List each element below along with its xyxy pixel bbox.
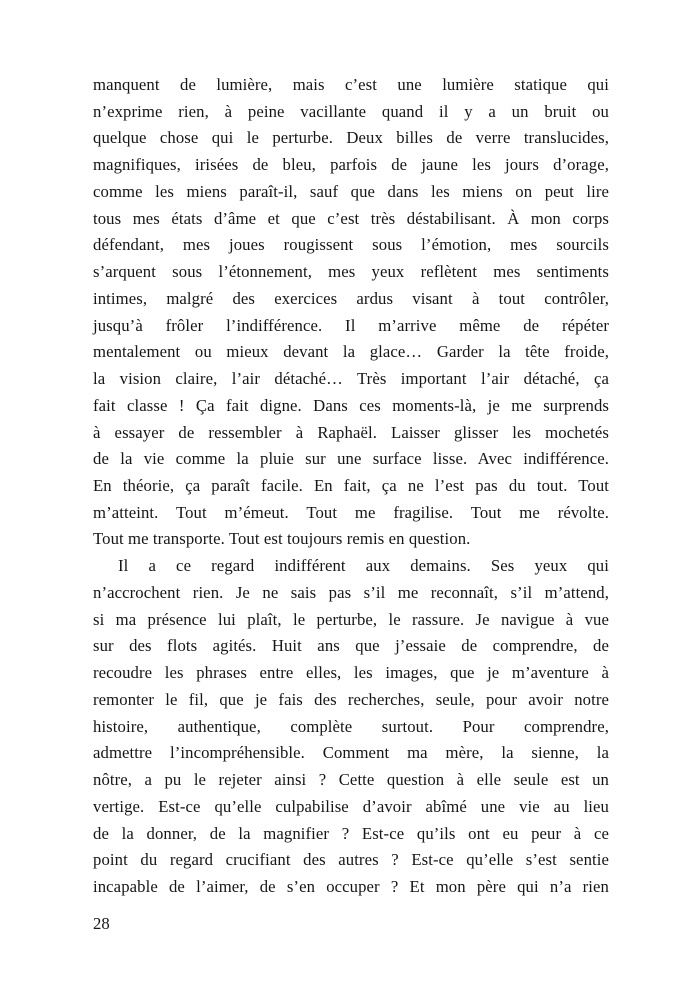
- text-line: Tout me transporte. Tout est toujours remis en question.: [93, 529, 471, 549]
- text-line: histoire, authentique, complète surtout. Pour comprendre,: [93, 716, 609, 736]
- text-line: incapable de l’aimer, de s’en occuper ? Et mon père qui n’a rien: [93, 877, 609, 897]
- text-line: quelque chose qui le perturbe. Deux billes de verre translucides,: [93, 128, 609, 148]
- text-line: de la donner, de la magnifier ? Est-ce qu’ils ont eu peur à ce: [93, 823, 609, 843]
- text-line: recoudre les phrases entre elles, les images, que je m’aventure à: [93, 663, 609, 683]
- text-line: n’exprime rien, à peine vacillante quand il y a un bruit ou: [93, 101, 609, 121]
- text-line: fait classe ! Ça fait digne. Dans ces moments-là, je me surprends: [93, 395, 609, 415]
- text-line: m’atteint. Tout m’émeut. Tout me fragilise. Tout me révolte.: [93, 502, 609, 522]
- text-line: à essayer de ressembler à Raphaël. Laisser glisser les mochetés: [93, 422, 609, 442]
- text-line: intimes, malgré des exercices ardus visant à tout contrôler,: [93, 288, 609, 308]
- text-line: tous mes états d’âme et que c’est très déstabilisant. À mon corps: [93, 208, 609, 228]
- text-line: Il a ce regard indifférent aux demains. Ses yeux qui: [118, 556, 609, 576]
- text-line: nôtre, a pu le rejeter ainsi ? Cette question à elle seule est un: [93, 770, 609, 790]
- text-line: manquent de lumière, mais c’est une lumière statique qui: [93, 75, 609, 94]
- text-line: admettre l’incompréhensible. Comment ma mère, la sienne, la: [93, 743, 609, 763]
- text-line: jusqu’à frôler l’indifférence. Il m’arrive même de répéter: [93, 315, 609, 335]
- text-line: la vision claire, l’air détaché… Très important l’air détaché, ça: [93, 369, 609, 389]
- page-number: 28: [93, 914, 110, 933]
- text-line: de la vie comme la pluie sur une surface lisse. Avec indifférence.: [93, 449, 609, 469]
- text-line: s’arquent sous l’étonnement, mes yeux reflètent mes sentiments: [93, 262, 609, 282]
- text-line: remonter le fil, que je fais des recherches, seule, pour avoir notre: [93, 689, 609, 709]
- text-line: si ma présence lui plaît, le perturbe, le rassure. Je navigue à vue: [93, 609, 609, 629]
- text-line: défendant, mes joues rougissent sous l’émotion, mes sourcils: [93, 235, 609, 255]
- text-line: En théorie, ça paraît facile. En fait, ça ne l’est pas du tout. Tout: [93, 476, 609, 496]
- text-line: magnifiques, irisées de bleu, parfois de jaune les jours d’orage,: [93, 155, 609, 175]
- text-line: comme les miens paraît-il, sauf que dans les miens on peut lire: [93, 181, 609, 201]
- body-text: [93, 72, 609, 901]
- text-line: vertige. Est-ce qu’elle culpabilise d’avoir abîmé une vie au lieu: [93, 796, 609, 816]
- text-line: sur des flots agités. Huit ans que j’essaie de comprendre, de: [93, 636, 609, 656]
- text-line: point du regard crucifiant des autres ? Est-ce qu’elle s’est sentie: [93, 850, 609, 870]
- text-line: n’accrochent rien. Je ne sais pas s’il me reconnaît, s’il m’attend,: [93, 582, 609, 602]
- text-line: mentalement ou mieux devant la glace… Garder la tête froide,: [93, 342, 609, 362]
